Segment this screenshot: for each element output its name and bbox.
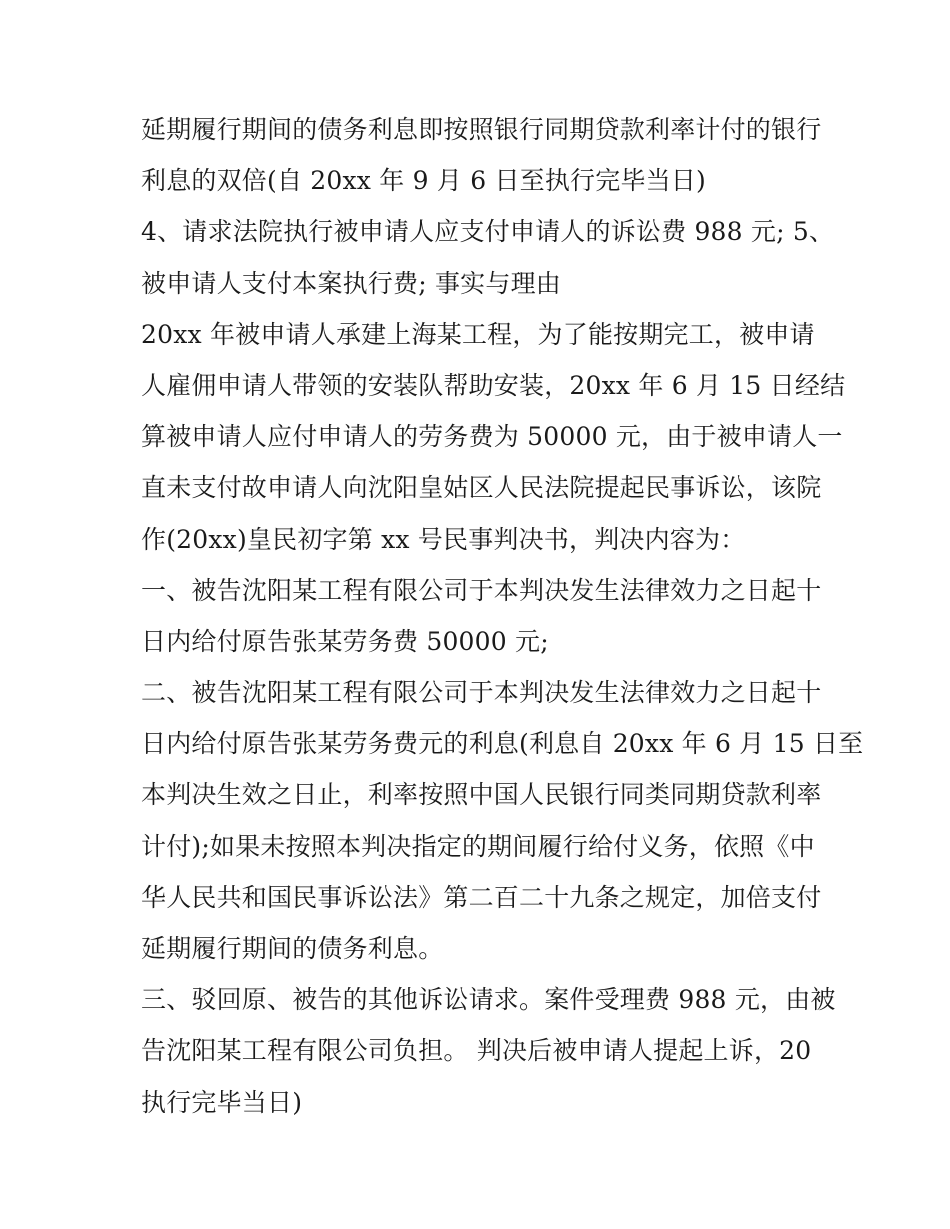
- text-line: 三、驳回原、被告的其他诉讼请求。案件受理费 988 元，由被: [141, 985, 836, 1015]
- text-line: 日内给付原告张某劳务费元的利息(利息自 20xx 年 6 月 15 日至: [141, 729, 864, 759]
- text-line: 二、被告沈阳某工程有限公司于本判决发生法律效力之日起十: [141, 678, 822, 708]
- text-line: 计付);如果未按照本判决指定的期间履行给付义务，依照《中: [141, 831, 815, 861]
- text-line: 4、请求法院执行被申请人应支付申请人的诉讼费 988 元; 5、: [141, 217, 835, 247]
- text-line: 延期履行期间的债务利息即按照银行同期贷款利率计付的银行: [141, 115, 822, 144]
- text-line: 告沈阳某工程有限公司负担。 判决后被申请人提起上诉，20: [141, 1036, 812, 1066]
- text-line: 人雇佣申请人带领的安装队帮助安装，20xx 年 6 月 15 日经结: [141, 370, 846, 400]
- text-line: 一、被告沈阳某工程有限公司于本判决发生法律效力之日起十: [141, 575, 822, 605]
- text-line: 利息的双倍(自 20xx 年 9 月 6 日至执行完毕当日): [141, 166, 707, 196]
- text-line: 作(20xx)皇民初字第 xx 号民事判决书，判决内容为：: [141, 524, 746, 554]
- text-line: 本判决生效之日止，利率按照中国人民银行同类同期贷款利率: [141, 780, 822, 810]
- text-line: 执行完毕当日): [141, 1087, 303, 1117]
- text-line: 算被申请人应付申请人的劳务费为 50000 元，由于被申请人一: [141, 422, 843, 452]
- text-line: 直未支付故申请人向沈阳皇姑区人民法院提起民事诉讼，该院: [141, 473, 822, 503]
- document-body: [141, 104, 864, 1128]
- text-line: 延期履行期间的债务利息。: [141, 934, 444, 963]
- text-line: 被申请人支付本案执行费; 事实与理由: [141, 268, 561, 298]
- text-line: 20xx 年被申请人承建上海某工程，为了能按期完工，被申请: [141, 319, 815, 349]
- text-line: 华人民共和国民事诉讼法》第二百二十九条之规定，加倍支付: [141, 882, 822, 912]
- text-line: 日内给付原告张某劳务费 50000 元;: [141, 626, 549, 656]
